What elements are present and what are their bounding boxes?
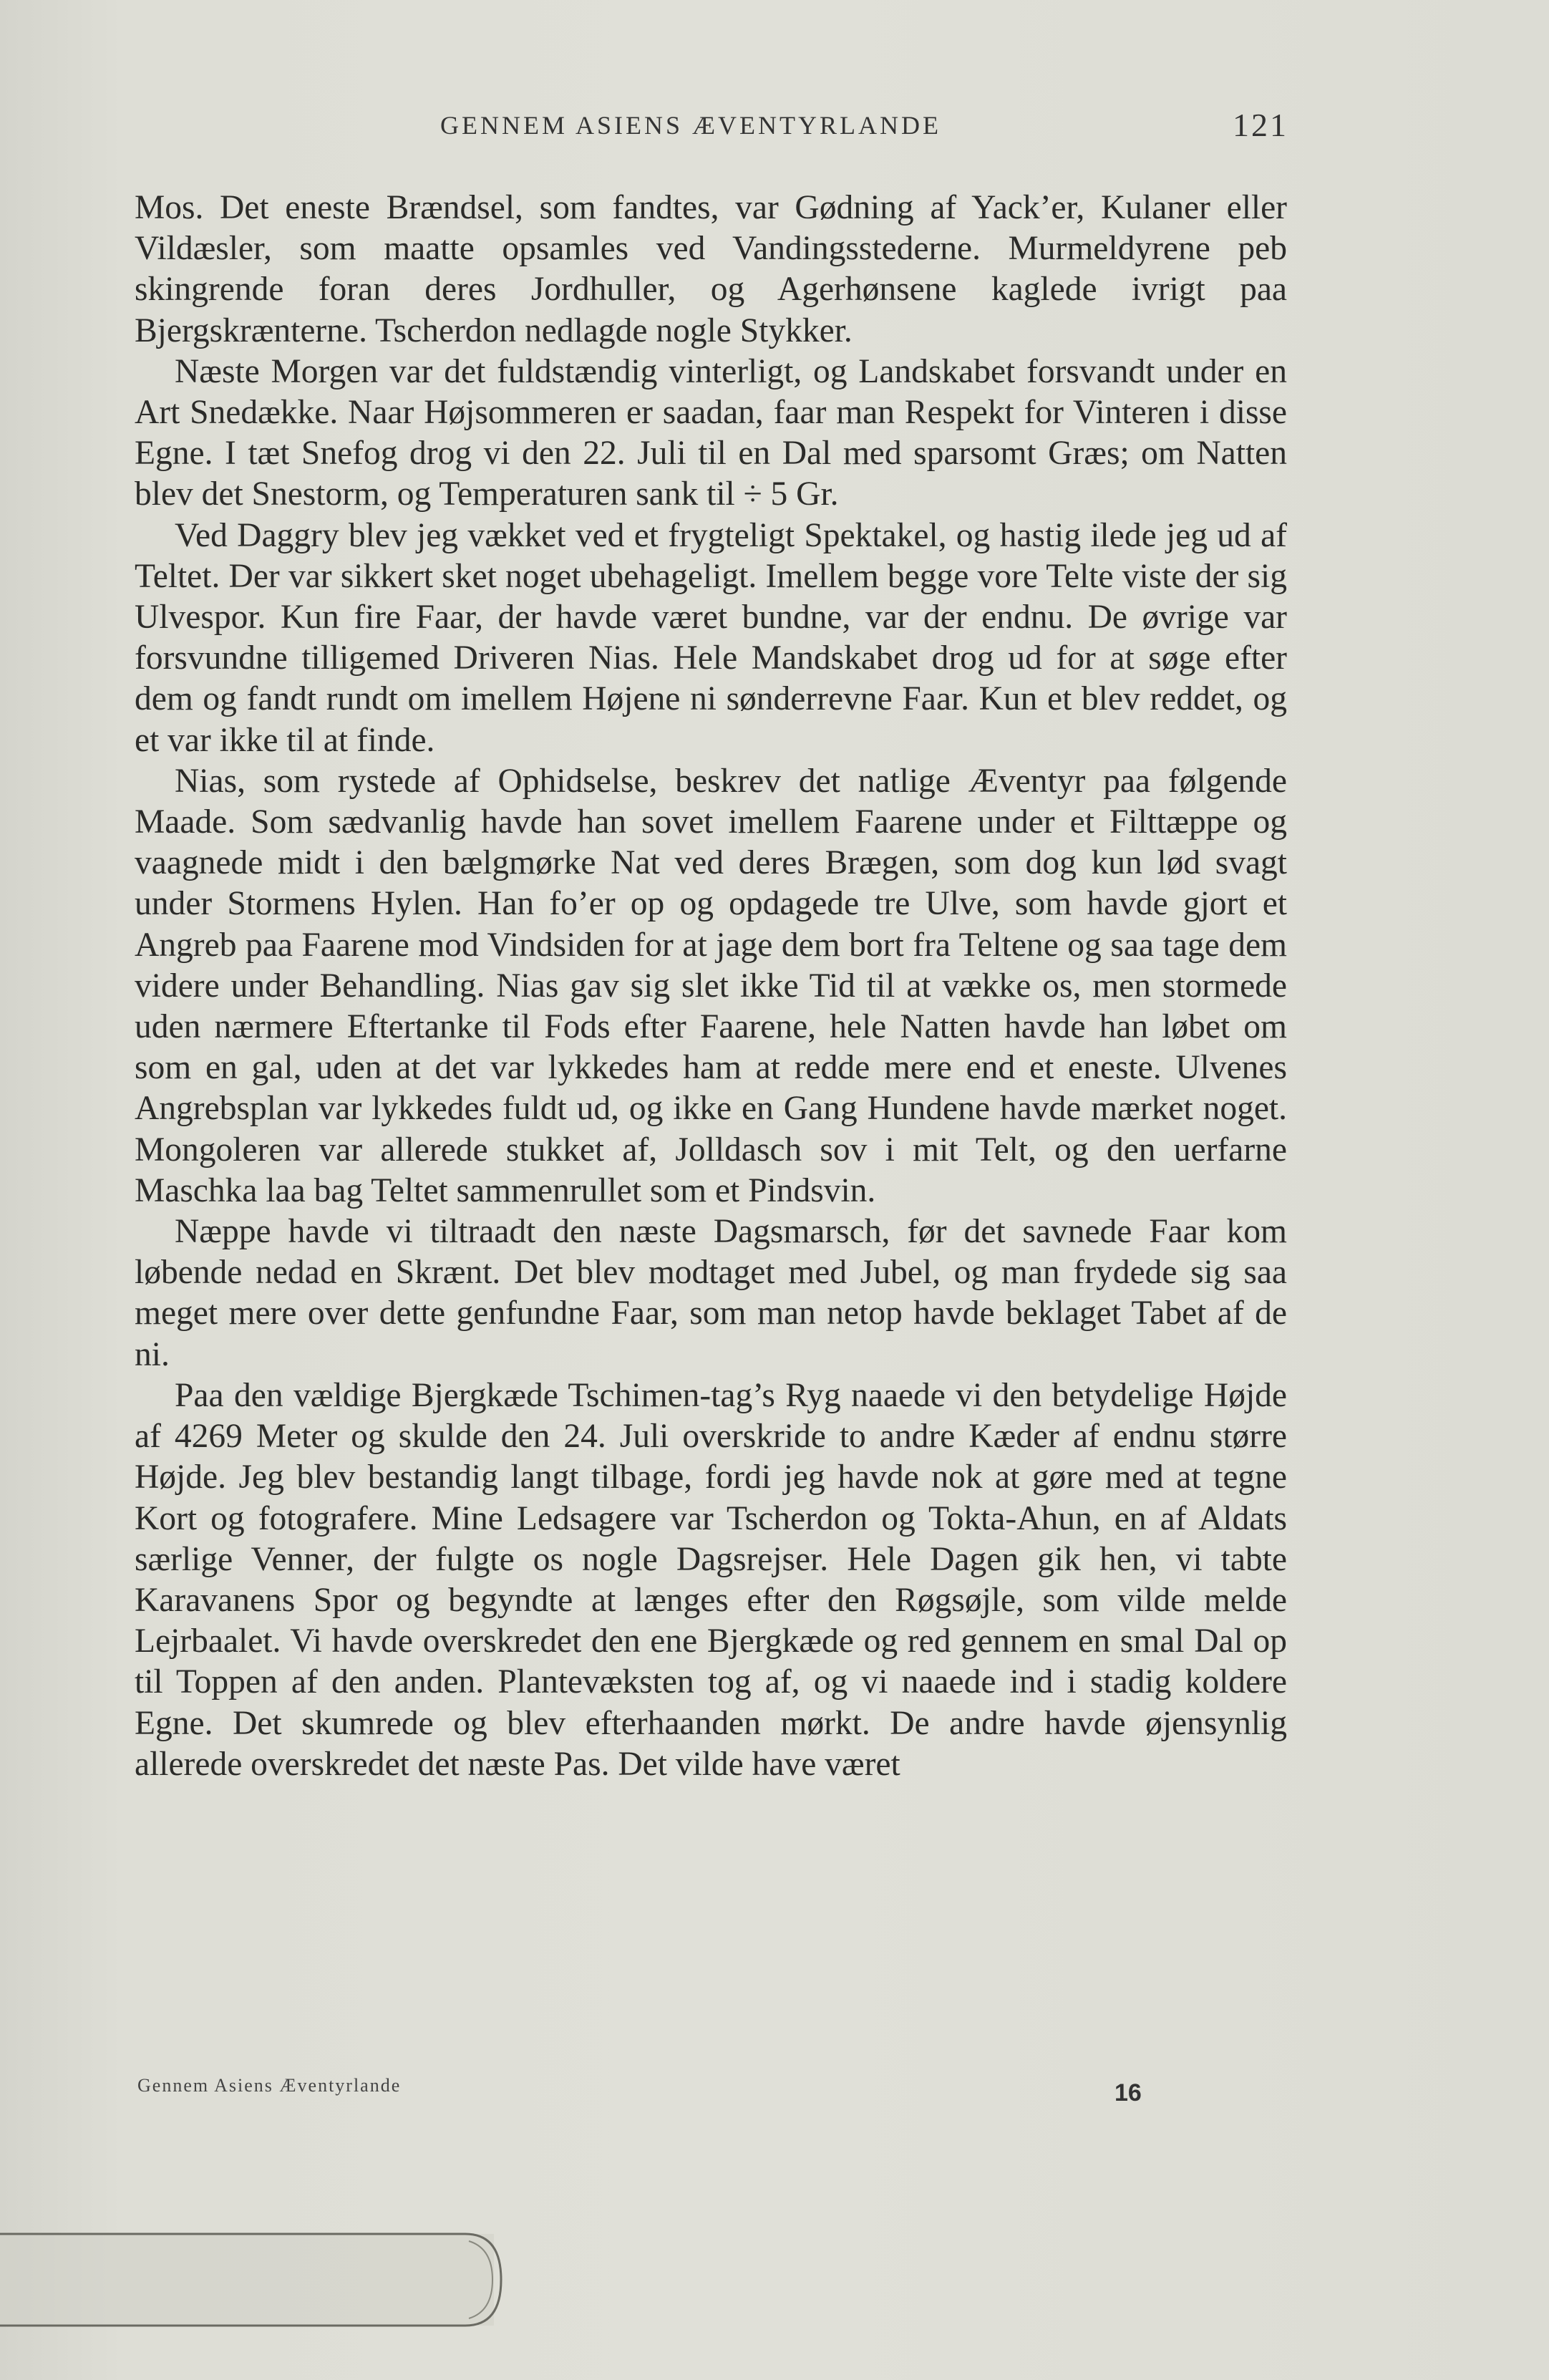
page-number: 121 xyxy=(1233,107,1288,143)
signature-title: Gennem Asiens Æventyrlande xyxy=(137,2075,402,2096)
page-footer xyxy=(137,2075,1140,2118)
paragraph-1: Mos. Det eneste Brændsel, som fandtes, var Gødning af Yack’er, Kulaner eller Vildæsler, som maatte opsamles ved Vandingsstederne. Murmeldyrene peb skingrende foran deres Jordhuller, og Agerhønsene kaglede ivrigt paa Bjergskrænterne. Tscherdon nedlagde nogle Stykker. xyxy=(135,189,1287,349)
signature-number: 16 xyxy=(1115,2079,1142,2106)
running-title: GENNEM ASIENS ÆVENTYRLANDE xyxy=(440,111,941,140)
paragraph-5: Næppe havde vi tiltraadt den næste Dagsmarsch, før det savnede Faar kom løbende nedad en Skrænt. Det blev modtaget med Jubel, og man frydede sig saa meget mere over dette genfundne Faar, som man netop havde beklaget Tabet af de ni. xyxy=(135,1213,1287,1373)
page-header xyxy=(107,106,1288,156)
paragraph-4: Nias, som rystede af Ophidselse, beskrev det natlige Æventyr paa følgende Maade. Som sædvanlig havde han sovet imellem Faarene under et Filttæppe og vaagnede midt i den bælgmørke Nat ved deres Brægen, som dog kun lød svagt under Stormens Hylen. Han fo’er op og opdagede tre Ulve, som havde gjort et Angreb paa Faarene mod Vindsiden for at jage dem bort fra Teltene og saa tage dem videre under Behandling. Nias gav sig slet ikke Tid til at vække os, men stormede uden nærmere Eftertanke til Fods efter Faarene, hele Natten havde han løbet om som en gal, uden at det var lykkedes ham at redde mere end et eneste. Ulvenes Angrebsplan var lykkedes fuldt ud, og ikke en Gang Hundene havde mærket noget. Mongoleren var allerede stukket af, Jolldasch sov i mit Telt, og den uerfarne Maschka laa bag Teltet sammenrullet som et Pindsvin. xyxy=(135,762,1287,1209)
library-stamp-mark xyxy=(0,2220,505,2334)
paragraph-2: Næste Morgen var det fuldstændig vinterligt, og Landskabet forsvandt under en Art Snedække. Naar Højsommeren er saadan, faar man Respekt for Vinteren i disse Egne. I tæt Snefog drog vi den 22. Juli til en Dal med sparsomt Græs; om Natten blev det Snestorm, og Temperaturen sank til ÷ 5 Gr. xyxy=(135,352,1287,513)
stamp-shade xyxy=(0,2234,494,2326)
body-text xyxy=(135,188,1287,1785)
paragraph-3: Ved Daggry blev jeg vækket ved et frygteligt Spektakel, og hastig ilede jeg ud af Teltet. Der var sikkert sket noget ubehageligt. Imellem begge vore Telte viste der sig Ulvespor. Kun fire Faar, der havde været bundne, var der endnu. De øvrige var forsvundne tilligemed Driveren Nias. Hele Mandskabet drog ud for at søge efter dem og fandt rundt om imellem Højene ni sønderrevne Faar. Kun et blev reddet, og et var ikke til at finde. xyxy=(135,516,1287,759)
paragraph-6: Paa den vældige Bjergkæde Tschimen-tag’s Ryg naaede vi den betydelige Højde af 4269 Meter og skulde den 24. Juli overskride to andre Kæder af endnu større Højde. Jeg blev bestandig langt tilbage, fordi jeg havde nok at gøre med at tegne Kort og fotografere. Mine Ledsagere var Tscherdon og Tokta-Ahun, en af Aldats særlige Venner, der fulgte os nogle Dagsrejser. Hele Dagen gik hen, vi tabte Karavanens Spor og begyndte at længes efter den Røgsøjle, som vilde melde Lejrbaalet. Vi havde overskredet den ene Bjergkæde og red gennem en smal Dal op til Toppen af den anden. Plantevæksten tog af, og vi naaede ind i stadig koldere Egne. Det skumrede og blev efterhaanden mørkt. De andre havde øjensynlig allerede overskredet det næste Pas. Det vilde have været xyxy=(135,1376,1287,1783)
